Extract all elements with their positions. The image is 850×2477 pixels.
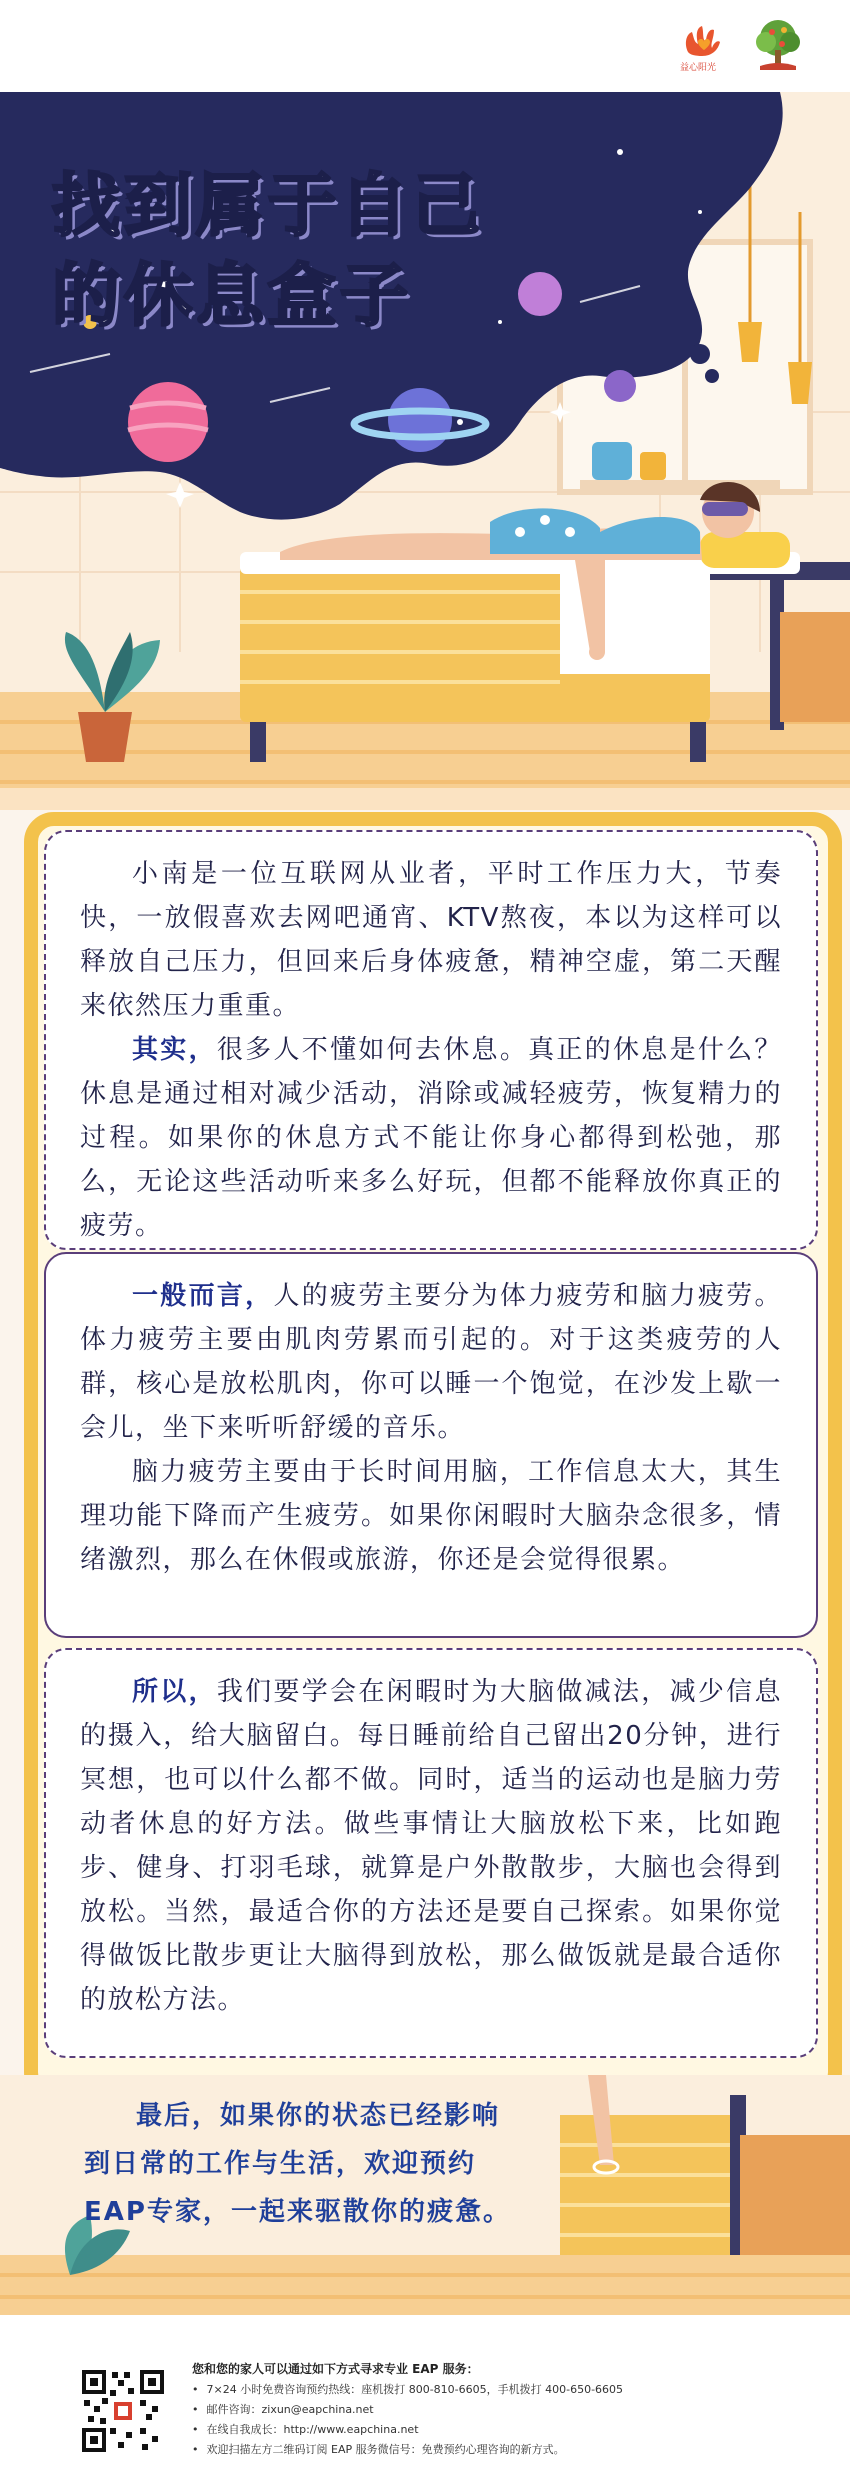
paragraph-text: 很多人不懂如何去休息。真正的休息是什么？休息是通过相对减少活动，消除或减轻疲劳，恢复精力的过程。如果你的休息方式不能让你身心都得到松弛，那么，无论这些活动听来多么好玩，但都不能释放你真正的疲劳。 xyxy=(80,1035,782,1241)
paragraph-lead: 所以， xyxy=(132,1677,217,1707)
footer-item-website[interactable]: • 在线自我成长：http://www.eapchina.net xyxy=(192,2420,623,2440)
paragraph-lead: 其实， xyxy=(132,1035,217,1065)
paragraph-text: 人的疲劳主要分为体力疲劳和脑力疲劳。体力疲劳主要由肌肉劳累而引起的。对于这类疲劳的人群，核心是放松肌肉，你可以睡一个饱觉，在沙发上歇一会儿，坐下来听听舒缓的音乐。 xyxy=(80,1281,782,1443)
tree-icon xyxy=(752,16,804,72)
paragraph xyxy=(80,1274,782,1450)
closing-message: 最后，如果你的状态已经影响到日常的工作与生活，欢迎预约EAP专家，一起来驱散你的疲惫。 xyxy=(84,2101,511,2227)
paragraph-lead: 一般而言， xyxy=(132,1281,274,1311)
section-card-3 xyxy=(44,1648,818,2058)
qr-code-icon[interactable] xyxy=(80,2368,166,2454)
footer-contact-list xyxy=(192,2380,623,2460)
paragraph-text: 脑力疲劳主要由于长时间用脑，工作信息太大，其生理功能下降而产生疲劳。如果你闲暇时大脑杂念很多，情绪激烈，那么在休假或旅游，你还是会觉得很累。 xyxy=(80,1457,782,1575)
footer-title: 您和您的家人可以通过如下方式寻求专业 EAP 服务： xyxy=(192,2362,479,2376)
footer-item-email[interactable]: • 邮件咨询：zixun@eapchina.net xyxy=(192,2400,623,2420)
title-line-2: 的休息盒子 xyxy=(52,257,413,336)
paragraph-text: 小南是一位互联网从业者，平时工作压力大，节奏快，一放假喜欢去网吧通宵、KTV熬夜，本以为这样可以释放自己压力，但回来后身体疲惫，精神空虚，第二天醒来依然压力重重。 xyxy=(80,859,782,1021)
brand-strip xyxy=(0,0,850,92)
footer-item-hotline: • 7×24 小时免费咨询预约热线：座机拨打 800-810-6605，手机拨打 400-650-6605 xyxy=(192,2380,623,2400)
title-line-1: 找到属于自己 xyxy=(52,167,485,246)
hand-heart-icon xyxy=(680,22,724,74)
section-card-1 xyxy=(44,830,818,1250)
paragraph-text: 我们要学会在闲暇时为大脑做减法，减少信息的摄入，给大脑留白。每日睡前给自己留出20分钟，进行冥想，也可以什么都不做。同时，适当的运动也是脑力劳动者休息的好方法。做些事情让大脑放松下来，比如跑步、健身、打羽毛球，就算是户外散散步，大脑也会得到放松。当然，最适合你的方法还是要自己探索。如果你觉得做饭比散步更让大脑得到放松，那么做饭就是最合适你的放松方法。 xyxy=(80,1677,782,2015)
page-title xyxy=(52,162,484,342)
paragraph xyxy=(80,1450,782,1582)
hero-banner xyxy=(0,92,850,810)
section-card-2 xyxy=(44,1252,818,1638)
paragraph xyxy=(80,852,782,1028)
footer-item-wechat: • 欢迎扫描左方二维码订阅 EAP 服务微信号：免费预约心理咨询的新方式。 xyxy=(192,2440,623,2460)
brand-logo-text: 益心阳光 xyxy=(680,63,717,73)
paragraph xyxy=(80,1670,782,2022)
paragraph xyxy=(80,1028,782,1248)
